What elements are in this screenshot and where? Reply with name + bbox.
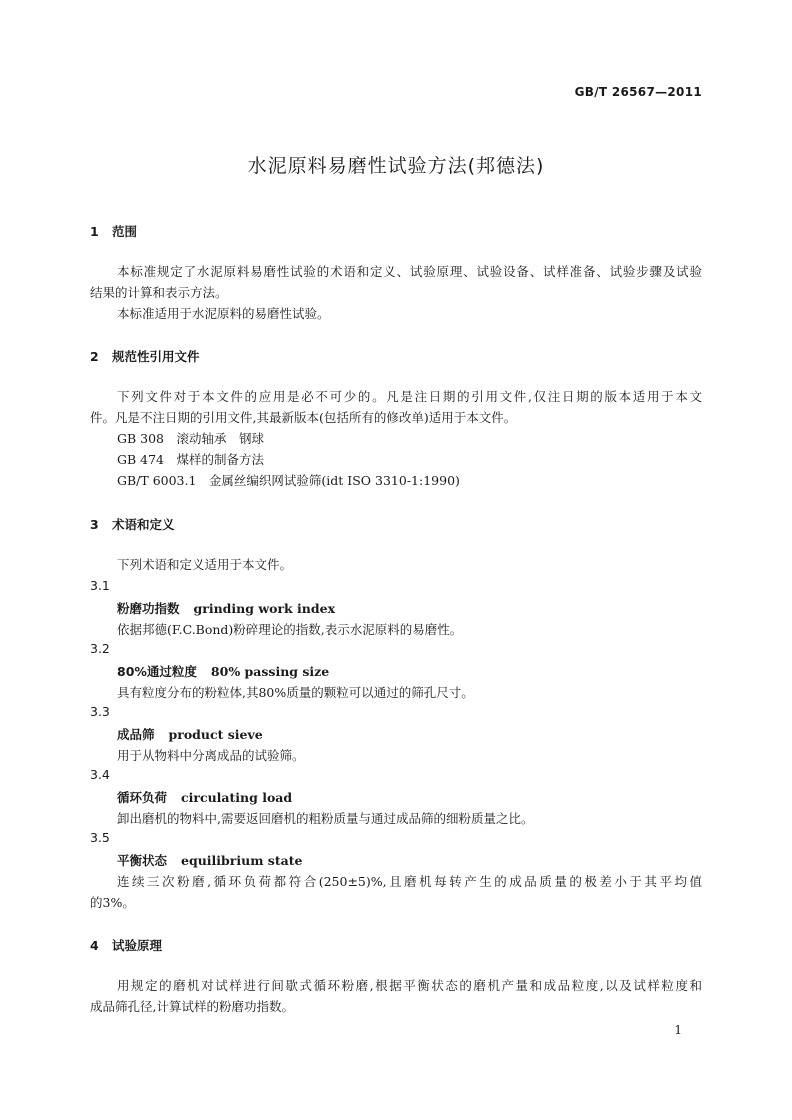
- reference-item: GB/T 6003.1 金属丝编织网试验筛(idt ISO 3310-1:1990): [117, 473, 460, 488]
- term-definition: 具有粒度分布的粉粒体,其80%质量的颗粒可以通过的筛孔尺寸。: [117, 685, 474, 700]
- reference-item: GB 474 煤样的制备方法: [117, 452, 265, 467]
- section-1-para-1-line-2: 结果的计算和表示方法。: [90, 285, 228, 300]
- standard-number: GB/T 26567—2011: [574, 85, 702, 99]
- section-1-heading: [90, 222, 137, 240]
- term-zh: 成品筛: [117, 727, 155, 742]
- term-zh: 80%通过粒度: [117, 664, 197, 679]
- term-heading: [117, 662, 329, 680]
- term-definition: 用于从物料中分离成品的试验筛。: [117, 748, 305, 763]
- section-number: 1: [90, 224, 99, 239]
- term-number: 3.2: [90, 641, 110, 656]
- page-number: 1: [674, 1023, 682, 1037]
- section-4-para-1-line-1: 用规定的磨机对试样进行间歇式循环粉磨,根据平衡状态的磨机产量和成品粒度,以及试样粒度和: [117, 978, 702, 993]
- term-number: 3.4: [90, 767, 110, 782]
- term-definition-line-2: 的3%。: [90, 895, 135, 910]
- term-zh: 粉磨功指数: [117, 601, 180, 616]
- term-number: 3.1: [90, 578, 110, 593]
- term-en: grinding work index: [193, 601, 336, 616]
- section-1-para-2: 本标准适用于水泥原料的易磨性试验。: [117, 306, 330, 321]
- term-en: equilibrium state: [181, 853, 303, 868]
- section-title: 范围: [112, 224, 138, 239]
- term-heading: [117, 599, 335, 617]
- section-2-para-1-line-2: 件。凡是不注日期的引用文件,其最新版本(包括所有的修改单)适用于本文件。: [90, 410, 517, 425]
- section-number: 3: [90, 517, 99, 532]
- section-title: 规范性引用文件: [112, 349, 200, 364]
- section-3-heading: [90, 515, 175, 533]
- term-zh: 平衡状态: [117, 853, 168, 868]
- term-en: product sieve: [168, 727, 263, 742]
- reference-item: GB 308 滚动轴承 钢球: [117, 431, 265, 446]
- section-number: 2: [90, 349, 99, 364]
- term-number: 3.3: [90, 704, 110, 719]
- term-heading: [117, 851, 302, 869]
- section-4-heading: [90, 936, 162, 954]
- term-number: 3.5: [90, 830, 110, 845]
- section-title: 术语和定义: [112, 517, 175, 532]
- section-4-para-1-line-2: 成品筛孔径,计算试样的粉磨功指数。: [90, 999, 294, 1014]
- term-en: 80% passing size: [210, 664, 330, 679]
- term-zh: 循环负荷: [117, 790, 168, 805]
- section-1-para-1-line-1: 本标准规定了水泥原料易磨性试验的术语和定义、试验原理、试验设备、试样准备、试验步骤及试验: [117, 264, 702, 279]
- section-3-intro: 下列术语和定义适用于本文件。: [117, 557, 293, 572]
- term-heading: [117, 788, 292, 806]
- term-en: circulating load: [181, 790, 293, 805]
- term-definition-line-1: 连续三次粉磨,循环负荷都符合(250±5)%,且磨机每转产生的成品质量的极差小于其平均值: [117, 874, 702, 889]
- section-title: 试验原理: [112, 938, 163, 953]
- section-number: 4: [90, 938, 99, 953]
- section-2-para-1-line-1: 下列文件对于本文件的应用是必不可少的。凡是注日期的引用文件,仅注日期的版本适用于本文: [117, 389, 702, 404]
- term-heading: [117, 725, 263, 743]
- page-title: 水泥原料易磨性试验方法(邦德法): [247, 155, 545, 177]
- term-definition: 依据邦德(F.C.Bond)粉碎理论的指数,表示水泥原料的易磨性。: [117, 622, 463, 637]
- term-definition: 卸出磨机的物料中,需要返回磨机的粗粉质量与通过成品筛的细粉质量之比。: [117, 811, 534, 826]
- section-2-heading: [90, 347, 200, 365]
